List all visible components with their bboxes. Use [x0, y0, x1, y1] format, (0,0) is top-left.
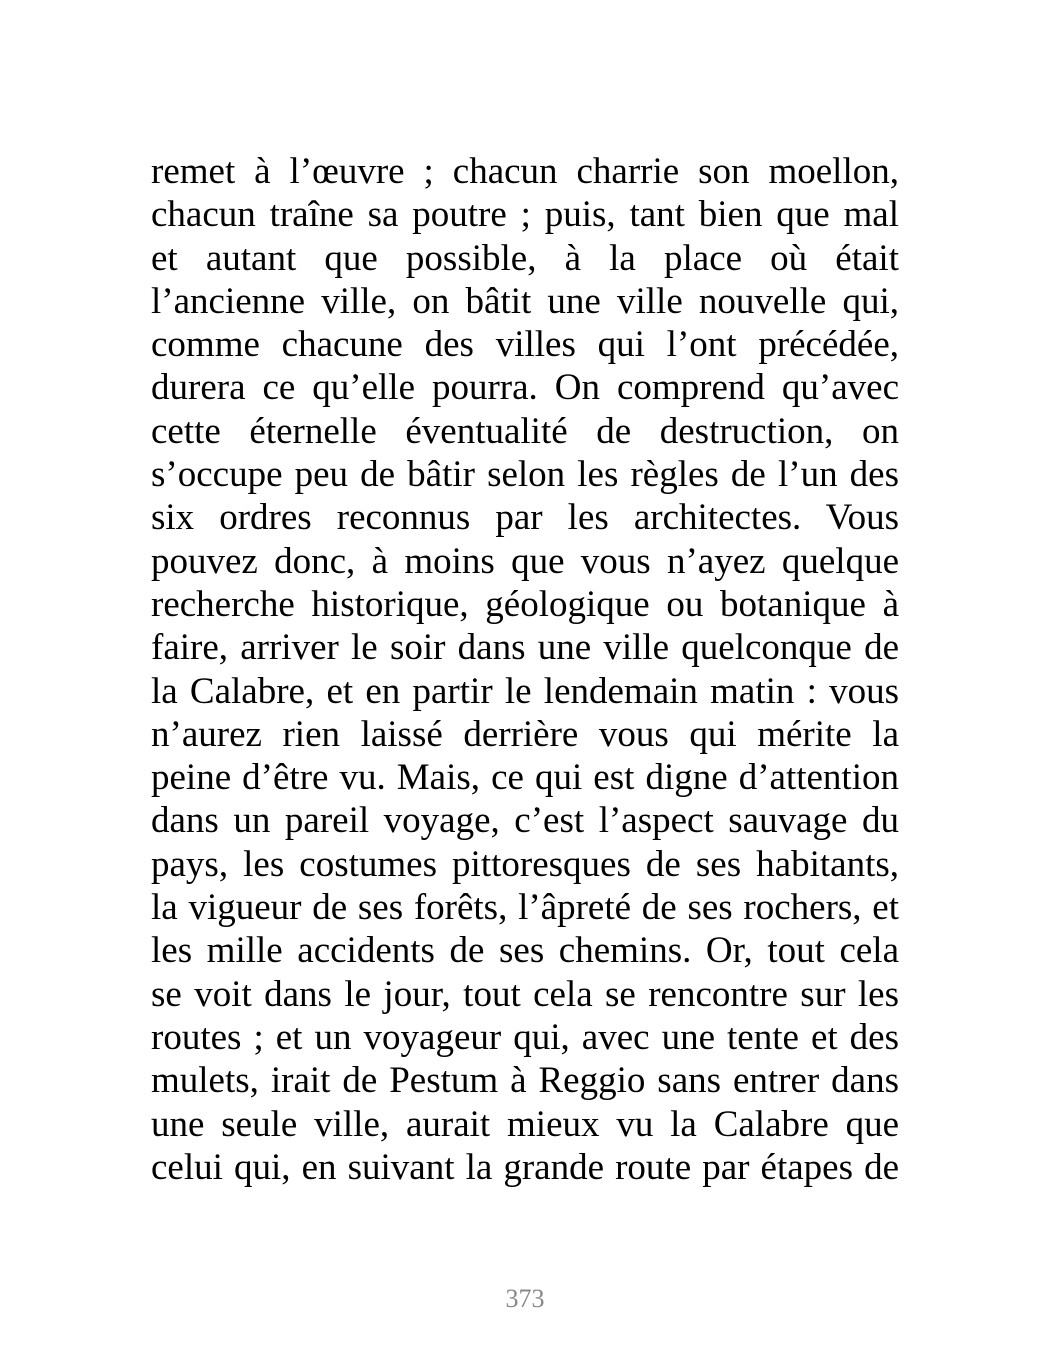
- text-line: remet à l’œuvre ; chacun charrie son moellon,: [151, 151, 899, 192]
- text-line: la vigueur de ses forêts, l’âpreté de ses rochers, et: [151, 887, 899, 929]
- text-line: s’occupe peu de bâtir selon les règles de l’un des: [151, 454, 899, 496]
- text-line: six ordres reconnus par les architectes. Vous: [151, 497, 899, 539]
- text-line: dans un pareil voyage, c’est l’aspect sauvage du: [151, 800, 899, 842]
- text-line: recherche historique, géologique ou botanique à: [151, 583, 899, 625]
- text-line: les mille accidents de ses chemins. Or, tout cela: [151, 930, 899, 972]
- page-number: 373: [505, 1284, 545, 1313]
- text-line: une seule ville, aurait mieux vu la Calabre que: [151, 1103, 899, 1145]
- text-line: se voit dans le jour, tout cela se rencontre sur les: [151, 973, 899, 1015]
- text-line: durera ce qu’elle pourra. On comprend qu’avec: [151, 367, 899, 409]
- text-line: la Calabre, et en partir le lendemain matin : vous: [151, 670, 899, 712]
- text-line: mulets, irait de Pestum à Reggio sans entrer dans: [151, 1060, 899, 1102]
- text-line: comme chacune des villes qui l’ont précédée,: [151, 324, 899, 366]
- text-line: peine d’être vu. Mais, ce qui est digne d’attention: [151, 757, 899, 799]
- text-line: faire, arriver le soir dans une ville quelconque de: [151, 627, 899, 669]
- text-line: l’ancienne ville, on bâtit une ville nouvelle qui,: [151, 280, 899, 322]
- text-line: cette éternelle éventualité de destruction, on: [151, 410, 899, 452]
- text-line: celui qui, en suivant la grande route par étapes de: [151, 1146, 899, 1188]
- text-line: routes ; et un voyageur qui, avec une tente et des: [151, 1016, 899, 1058]
- text-line: pouvez donc, à moins que vous n’ayez quelque: [151, 540, 899, 582]
- text-line: chacun traîne sa poutre ; puis, tant bien que mal: [151, 194, 899, 236]
- text-line: n’aurez rien laissé derrière vous qui mérite la: [151, 713, 899, 755]
- text-line: pays, les costumes pittoresques de ses habitants,: [151, 843, 899, 885]
- page-body-text: [151, 150, 899, 1189]
- text-line: et autant que possible, à la place où était: [151, 237, 899, 279]
